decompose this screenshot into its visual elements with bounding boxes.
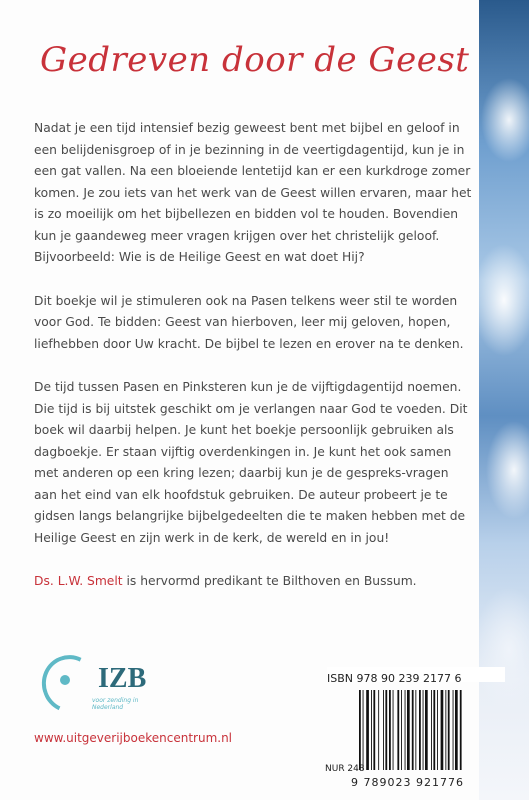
blurb-paragraph-3: De tijd tussen Pasen en Pinksteren kun je de vijftigdagentijd noemen. Die tijd is bij uitstek geschikt om je verlangen naar God te voeden. Dit boek wil daarbij helpen. Je kunt het boekje persoonlijk gebruiken als dagboekje. Er staan vijftig overdenkingen in. Je kunt het ook samen met anderen op een kring lezen; daarbij kun je de gespreks-vragen aan het eind van elk hoofdstuk gebruiken. De auteur probeert je te gidsen langs belangrijke bijbelgedeelten die te maken hebben met de Heilige Geest en zijn werk in de kerk, de wereld en in jou! [34,380,468,545]
izb-logo-tagline: voor zending in Nederland [92,697,139,711]
cover-title: Gedreven door de Geest [40,40,470,80]
izb-logo [36,655,146,715]
izb-logo-dot [60,675,70,685]
isbn-number: ISBN 978 90 239 2177 6 [327,672,462,685]
blurb-paragraph-1: Nadat je een tijd intensief bezig geweest bent met bijbel en geloof in een belijdenisgroep of in je bezinning in de veertigdagentijd, kun je in een gat vallen. Na een bloeiende lentetijd kan er een kurkdroge zomer komen. Je zou iets van het werk van de Geest willen ervaren, maar het is zo moeilijk om het bijbellezen en bidden vol te houden. Bovendien kun je gaandeweg meer vragen krijgen over het christelijk geloof. Bijvoorbeeld: Wie is de Heilige Geest en wat doet Hij? [34,121,472,264]
blurb-paragraph-2: Dit boekje wil je stimuleren ook na Pasen telkens weer stil te worden voor God. Te bidden: Geest van hierboven, leer mij geloven, hopen, liefhebben door Uw kracht. De bijbel te lezen en erover na te denken. [34,293,464,351]
nur-code: NUR 248 [325,764,365,774]
blurb-text [34,118,474,593]
author-name: Ds. L.W. Smelt [34,574,123,588]
barcode-digits: 9 789023 921776 [351,776,464,789]
barcode-icon [357,690,495,770]
author-line [34,571,474,593]
author-description: is hervormd predikant te Bilthoven en Bussum. [122,574,417,588]
isbn-box [327,667,505,685]
publisher-website: www.uitgeverijboekencentrum.nl [34,731,233,745]
izb-logo-name: IZB [98,663,147,694]
